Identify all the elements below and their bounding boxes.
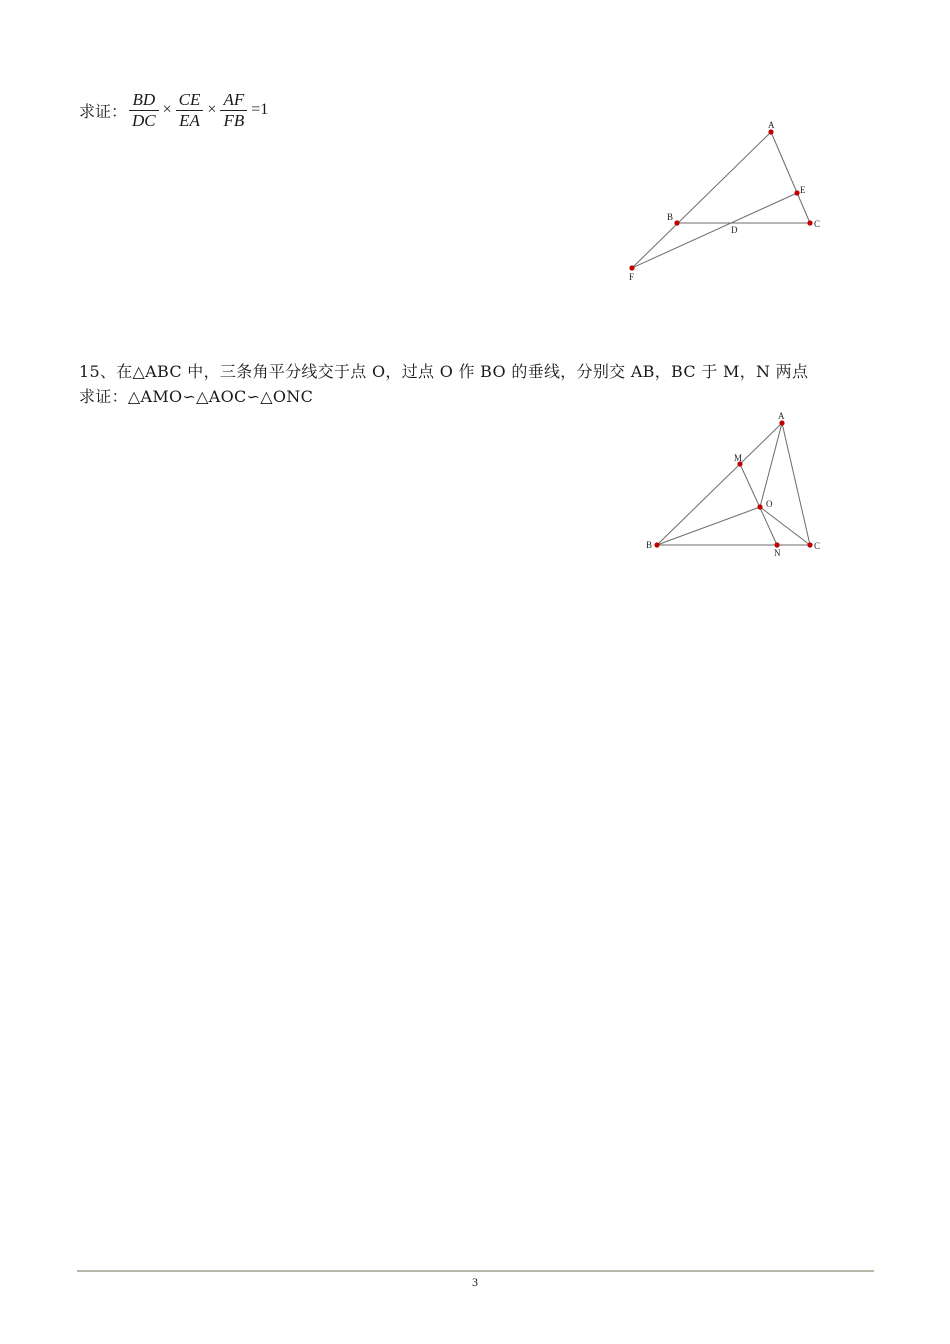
point-a <box>779 420 784 425</box>
fraction-denominator: DC <box>132 110 156 130</box>
label-b: B <box>667 212 674 222</box>
label-m: M <box>734 453 743 463</box>
segment-fe <box>632 193 797 268</box>
fraction-af-fb <box>220 90 247 131</box>
point-b <box>654 542 659 547</box>
label-a: A <box>768 120 775 130</box>
fraction-numerator: CE <box>178 89 201 109</box>
label-a: A <box>778 411 785 421</box>
fraction-denominator: EA <box>179 110 200 130</box>
fraction-ce-ea <box>176 90 204 131</box>
label-d: D <box>731 225 738 235</box>
fraction-numerator: BD <box>132 89 156 109</box>
segment-ac <box>771 132 810 223</box>
point-e <box>794 190 799 195</box>
point-c <box>807 542 812 547</box>
equals-one: =1 <box>251 101 269 118</box>
point-f <box>629 265 634 270</box>
label-f: F <box>629 272 635 282</box>
problem14-statement <box>79 86 270 134</box>
times-sign: × <box>162 101 172 118</box>
label-c: C <box>814 541 821 551</box>
times-sign: × <box>207 101 217 118</box>
fraction-bd-dc <box>129 90 159 131</box>
label-e: E <box>800 185 806 195</box>
fraction-denominator: FB <box>223 110 245 130</box>
fraction-numerator: AF <box>223 89 245 109</box>
segment-af <box>632 132 771 268</box>
problem15-line1: 15、在△ABC 中，三条角平分线交于点 O，过点 O 作 BO 的垂线，分别交 AB，BC 于 M，N 两点 <box>79 362 809 381</box>
label-o: O <box>766 499 773 509</box>
point-o <box>757 504 762 509</box>
point-n <box>774 542 779 547</box>
label-n: N <box>774 548 781 558</box>
label-c: C <box>814 219 821 229</box>
point-b <box>674 220 679 225</box>
segment-bo <box>657 507 760 545</box>
problem15-figure <box>640 405 840 560</box>
point-a <box>768 129 773 134</box>
problem14-figure <box>620 115 830 290</box>
footer-rule <box>77 1270 874 1272</box>
problem15-line2: 求证：△AMO∽△AOC∽△ONC <box>79 387 314 406</box>
segment-ba <box>657 423 782 545</box>
page-number: 3 <box>472 1275 478 1289</box>
label-b: B <box>646 540 653 550</box>
problem14-prefix: 求证： <box>79 103 128 121</box>
point-c <box>807 220 812 225</box>
segment-ao <box>760 423 782 507</box>
